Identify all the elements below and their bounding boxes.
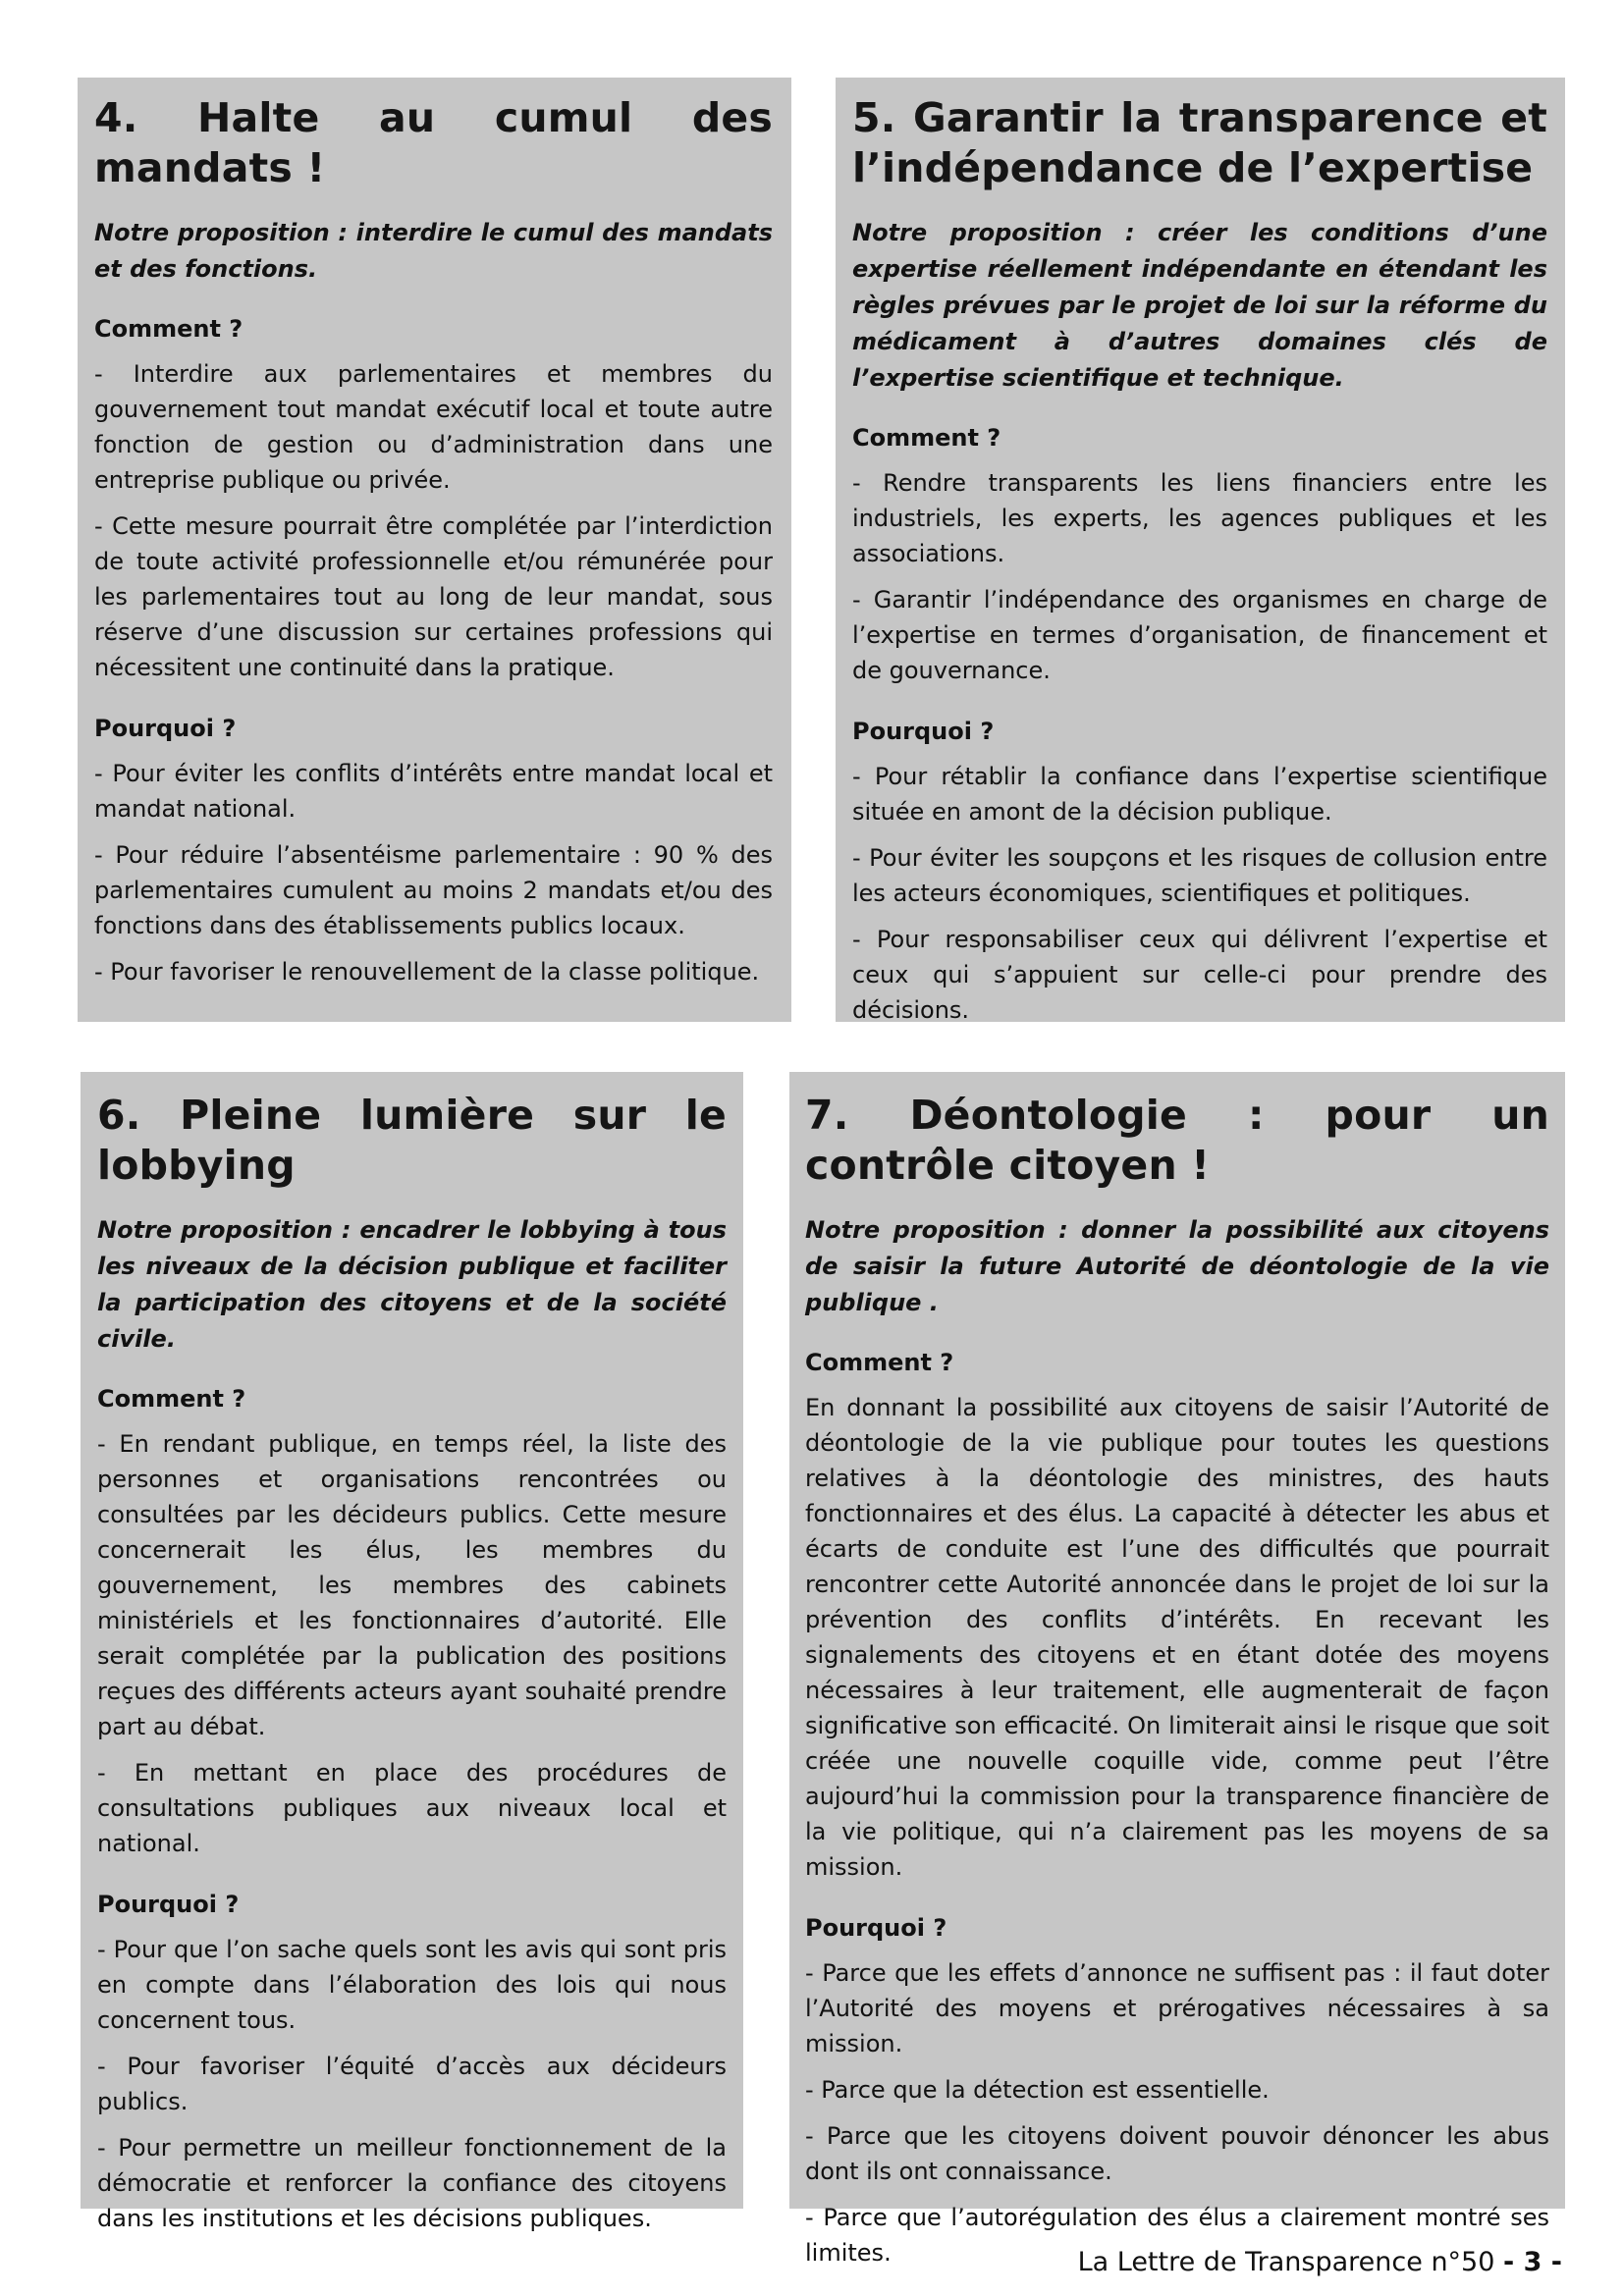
section-title: 7. Déontologie : pour un contrôle citoyen !: [805, 1092, 1549, 1189]
section-proposition: Notre proposition : interdire le cumul des mandats et des fonctions.: [94, 219, 773, 283]
why-paragraph: - Pour éviter les conflits d’intérêts entre mandat local et mandat national.: [94, 760, 773, 823]
page-number: - 3 -: [1503, 2247, 1562, 2277]
section-title: 4. Halte au cumul des mandats !: [94, 94, 773, 191]
why-paragraph: - Pour responsabiliser ceux qui délivrent l’expertise et ceux qui s’appuient sur celle-ci pour prendre des décisions.: [852, 926, 1547, 1024]
comment-paragraph: - Interdire aux parlementaires et membres du gouvernement tout mandat exécutif local et toute autre fonction de gestion ou d’administration dans une entreprise publique ou privée.: [94, 360, 773, 494]
comment-paragraph: - Rendre transparents les liens financiers entre les industriels, les experts, les agences publiques et les associations.: [852, 469, 1547, 567]
section-proposition: Notre proposition : encadrer le lobbying à tous les niveaux de la décision publique et faciliter la participation des citoyens et de la société civile.: [97, 1216, 727, 1353]
section-4-box: [78, 78, 791, 1022]
comment-paragraph: En donnant la possibilité aux citoyens de saisir l’Autorité de déontologie de la vie publique pour toutes les questions relatives à la déontologie des ministres, des hauts fonctionnaires et des élus. La capacité à détecter les abus et écarts de conduite est l’une des difficultés que pourrait rencontrer cette Autorité annoncée dans le projet de loi sur la prévention des conflits d’intérêts. En recevant les signalements des citoyens et en étant dotée des moyens nécessaires à leur traitement, elle augmenterait de façon significative son efficacité. On limiterait ainsi le risque que soit créée une nouvelle coquille vide, comme peut l’être aujourd’hui la commission pour la transparence financière de la vie politique, qui n’a clairement pas les moyens de sa mission.: [805, 1394, 1549, 1881]
comment-paragraph: - Garantir l’indépendance des organismes en charge de l’expertise en termes d’organisation, de financement et de gouvernance.: [852, 586, 1547, 684]
why-paragraph: - Parce que l’autorégulation des élus a clairement montré ses limites.: [805, 2204, 1549, 2267]
section-5-box: [836, 78, 1565, 1022]
why-paragraph: - Pour favoriser le renouvellement de la classe politique.: [94, 958, 760, 986]
page-footer: [1078, 2246, 1562, 2279]
comment-paragraph: - En rendant publique, en temps réel, la liste des personnes et organisations rencontrées ou consultées par les décideurs publics. Cette mesure concernerait les élus, les membres du gouvernement, les membres des cabinets ministériels et les fonctionnaires d’autorité. Elle serait complétée par la publication des positions reçues des différents acteurs ayant souhaité prendre part au débat.: [97, 1430, 727, 1740]
why-heading: Pourquoi ?: [852, 718, 995, 745]
comment-heading: Comment ?: [94, 315, 243, 343]
why-paragraph: - Pour éviter les soupçons et les risques de collusion entre les acteurs économiques, scientifiques et politiques.: [852, 844, 1547, 907]
why-heading: Pourquoi ?: [805, 1914, 947, 1942]
comment-heading: Comment ?: [852, 424, 1001, 452]
section-6-box: [81, 1072, 743, 2232]
comment-paragraph: - En mettant en place des procédures de consultations publiques aux niveaux local et national.: [97, 1759, 727, 1857]
why-paragraph: - Parce que les citoyens doivent pouvoir dénoncer les abus dont ils ont connaissance.: [805, 2122, 1549, 2185]
why-paragraph: - Pour rétablir la confiance dans l’expertise scientifique située en amont de la décision publique.: [852, 763, 1547, 826]
why-paragraph: - Pour favoriser l’équité d’accès aux décideurs publics.: [97, 2053, 727, 2115]
why-heading: Pourquoi ?: [94, 715, 237, 742]
why-paragraph: - Parce que les effets d’annonce ne suffisent pas : il faut doter l’Autorité des moyens et prérogatives nécessaires à sa mission.: [805, 1959, 1549, 2057]
section-title: 5. Garantir la transparence et l’indépendance de l’expertise: [852, 94, 1547, 191]
why-paragraph: - Pour que l’on sache quels sont les avis qui sont pris en compte dans l’élaboration des lois qui nous concernent tous.: [97, 1936, 727, 2034]
comment-heading: Comment ?: [97, 1385, 246, 1413]
why-paragraph: - Pour permettre un meilleur fonctionnement de la démocratie et renforcer la confiance des citoyens dans les institutions et les décisions publiques.: [97, 2134, 727, 2232]
why-heading: Pourquoi ?: [97, 1891, 240, 1918]
why-paragraph: - Pour réduire l’absentéisme parlementaire : 90 % des parlementaires cumulent au moins 2 mandats et/ou des fonctions dans des établissements publics locaux.: [94, 841, 773, 939]
comment-paragraph: - Cette mesure pourrait être complétée par l’interdiction de toute activité professionnelle et/ou rémunérée pour les parlementaires tout au long de leur mandat, sous réserve d’une discussion sur certaines professions qui nécessitent une continuité dans la pratique.: [94, 512, 773, 681]
section-title: 6. Pleine lumière sur le lobbying: [97, 1092, 727, 1189]
comment-heading: Comment ?: [805, 1349, 954, 1376]
section-proposition: Notre proposition : créer les conditions d’une expertise réellement indépendante en étendant les règles prévues par le projet de loi sur la réforme du médicament à d’autres domaines clés de l’expertise scientifique et technique.: [852, 219, 1547, 392]
why-paragraph: - Parce que la détection est essentielle.: [805, 2076, 1270, 2104]
section-proposition: Notre proposition : donner la possibilité aux citoyens de saisir la future Autorité de déontologie de la vie publique .: [805, 1216, 1549, 1316]
publication-name: La Lettre de Transparence n°50: [1077, 2247, 1495, 2277]
